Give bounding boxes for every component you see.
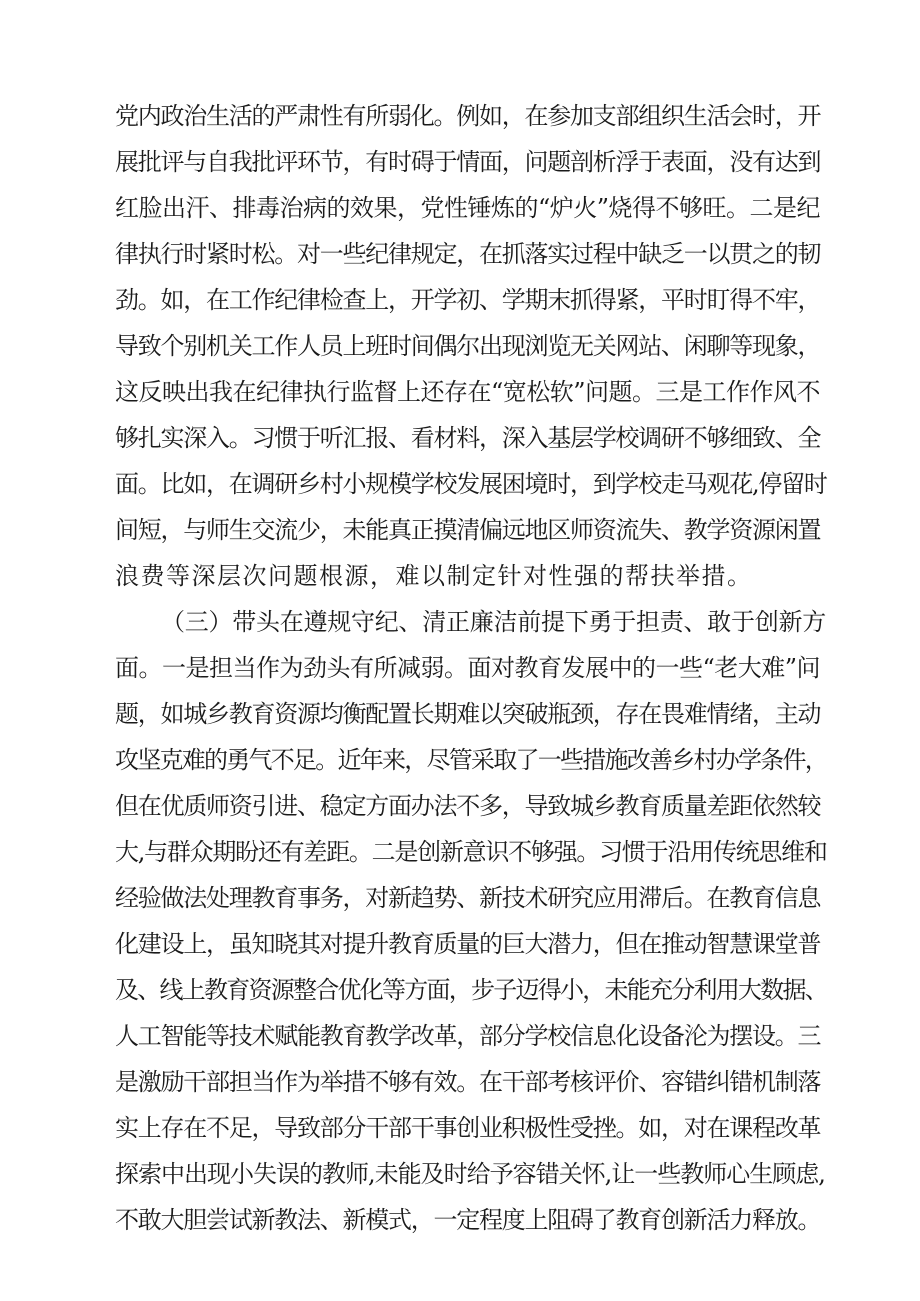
text-line: 展批评与自我批评环节，有时碍于情面，问题剖析浮于表面，没有达到 [115,148,821,176]
text-line: 化建设上，虽知晓其对提升教育质量的巨大潜力，但在推动智慧课堂普 [115,930,821,958]
text-line: 经验做法处理教育事务，对新趋势、新技术研究应用滞后。在教育信息 [115,884,821,912]
text-line: 浪费等深层次问题根源，难以制定针对性强的帮扶举措。 [115,562,753,590]
text-line: 是激励干部担当作为举措不够有效。在干部考核评价、容错纠错机制落 [115,1068,821,1096]
section-heading-line: （三）带头在遵规守纪、清正廉洁前提下勇于担责、敢于创新方 [161,608,826,636]
text-line: 大,与群众期盼还有差距。二是创新意识不够强。习惯于沿用传统思维和 [115,838,827,866]
text-line: 间短，与师生交流少，未能真正摸清偏远地区师资流失、教学资源闲置 [115,516,821,544]
text-line: 导致个别机关工作人员上班时间偶尔出现浏览无关网站、闲聊等现象， [115,332,821,360]
text-line: 攻坚克难的勇气不足。近年来，尽管采取了一些措施改善乡村办学条件， [115,746,827,774]
text-line: 这反映出我在纪律执行监督上还存在“宽松软”问题。三是工作作风不 [115,378,821,406]
text-line: 红脸出汗、排毒治病的效果，党性锤炼的“炉火”烧得不够旺。二是纪 [115,194,821,222]
text-line: 人工智能等技术赋能教育教学改革，部分学校信息化设备沦为摆设。三 [115,1022,821,1050]
text-line: 面。一是担当作为劲头有所减弱。面对教育发展中的一些“老大难”问 [115,654,821,682]
text-line: 实上存在不足，导致部分干部干事创业积极性受挫。如，对在课程改革 [115,1114,821,1142]
text-line: 劲。如，在工作纪律检查上，开学初、学期末抓得紧，平时盯得不牢， [115,286,821,314]
text-line: 党内政治生活的严肃性有所弱化。例如，在参加支部组织生活会时，开 [115,102,821,130]
text-line: 面。比如，在调研乡村小规模学校发展困境时，到学校走马观花,停留时 [115,470,827,498]
text-line: 题，如城乡教育资源均衡配置长期难以突破瓶颈，存在畏难情绪，主动 [115,700,821,728]
text-line: 律执行时紧时松。对一些纪律规定，在抓落实过程中缺乏一以贯之的韧 [115,240,821,268]
text-line: 不敢大胆尝试新教法、新模式，一定程度上阻碍了教育创新活力释放。 [115,1206,821,1234]
text-line: 够扎实深入。习惯于听汇报、看材料，深入基层学校调研不够细致、全 [115,424,821,452]
text-line: 及、线上教育资源整合优化等方面，步子迈得小，未能充分利用大数据、 [115,976,827,1004]
text-line: 探索中出现小失误的教师,未能及时给予容错关怀,让一些教师心生顾虑, [115,1160,825,1188]
text-line: 但在优质师资引进、稳定方面办法不多，导致城乡教育质量差距依然较 [115,792,821,820]
